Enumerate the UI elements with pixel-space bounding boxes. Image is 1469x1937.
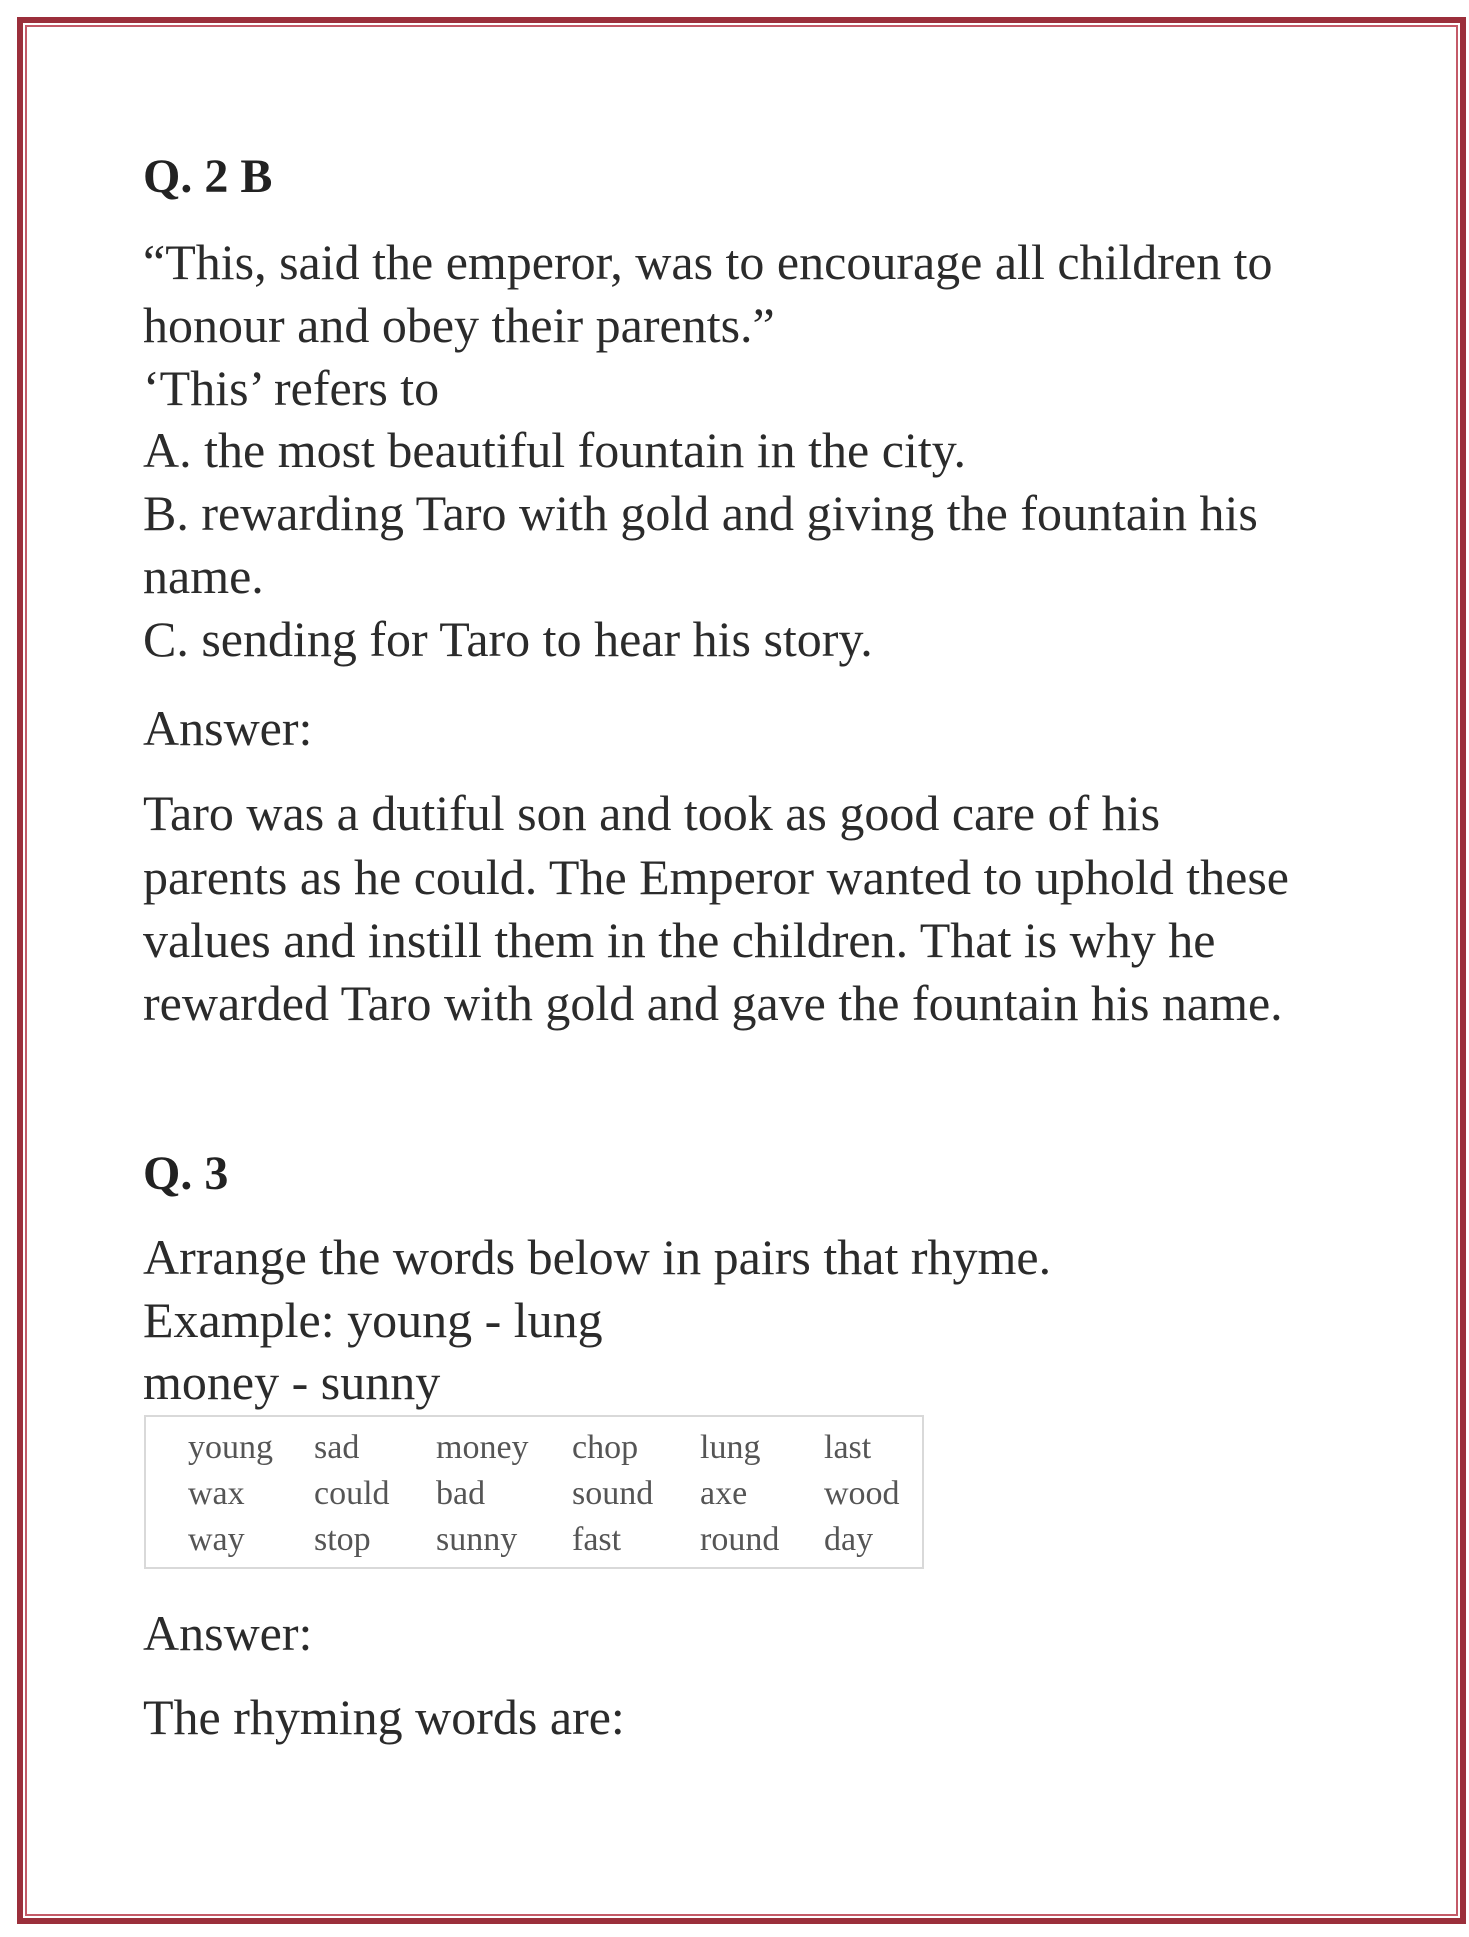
word-cell: sound [572,1475,654,1512]
q2b-option-b-line-1: B. rewarding Taro with gold and giving the fountain his [143,485,1258,541]
q3-instruction: Arrange the words below in pairs that rhyme. [143,1229,1052,1285]
word-cell: way [188,1521,245,1558]
word-cell: stop [314,1521,371,1558]
word-cell: last [824,1429,872,1466]
word-cell: wood [824,1475,900,1512]
q3-heading: Q. 3 [143,1147,229,1200]
word-cell: young [188,1429,273,1466]
q2b-option-c: C. sending for Taro to hear his story. [143,611,873,667]
word-cell: bad [436,1475,486,1512]
rhyme-word-table [144,1415,924,1569]
word-cell: could [314,1475,390,1512]
word-cell: wax [188,1475,245,1512]
q3-example-line-2: money - sunny [143,1354,441,1410]
word-cell: fast [572,1521,622,1558]
word-cell: sad [314,1429,360,1466]
q2b-question-line-1: “This, said the emperor, was to encourage all children to [143,234,1273,290]
q2b-option-a: A. the most beautiful fountain in the city. [143,422,966,478]
word-cell: sunny [436,1521,518,1558]
q2b-answer-line-4: rewarded Taro with gold and gave the fountain his name. [143,975,1283,1031]
word-cell: lung [700,1429,761,1466]
q2b-answer-line-3: values and instill them in the children. That is why he [143,912,1216,968]
q2b-question-line-2: honour and obey their parents.” [143,297,775,353]
q2b-answer-label: Answer: [143,700,313,756]
q2b-option-b-line-2: name. [143,548,264,604]
q3-answer-intro: The rhyming words are: [143,1689,625,1745]
word-cell: axe [700,1475,748,1512]
word-cell: chop [572,1429,639,1466]
q2b-answer-line-2: parents as he could. The Emperor wanted to uphold these [143,849,1289,905]
q2b-question-line-3: ‘This’ refers to [143,360,440,416]
word-cell: day [824,1521,874,1558]
q3-answer-label: Answer: [143,1605,313,1661]
word-cell: money [436,1429,529,1466]
q3-example-line-1: Example: young - lung [143,1292,603,1348]
word-cell: round [700,1521,780,1558]
q2b-heading: Q. 2 B [143,150,273,203]
q2b-answer-line-1: Taro was a dutiful son and took as good care of his [143,785,1161,841]
